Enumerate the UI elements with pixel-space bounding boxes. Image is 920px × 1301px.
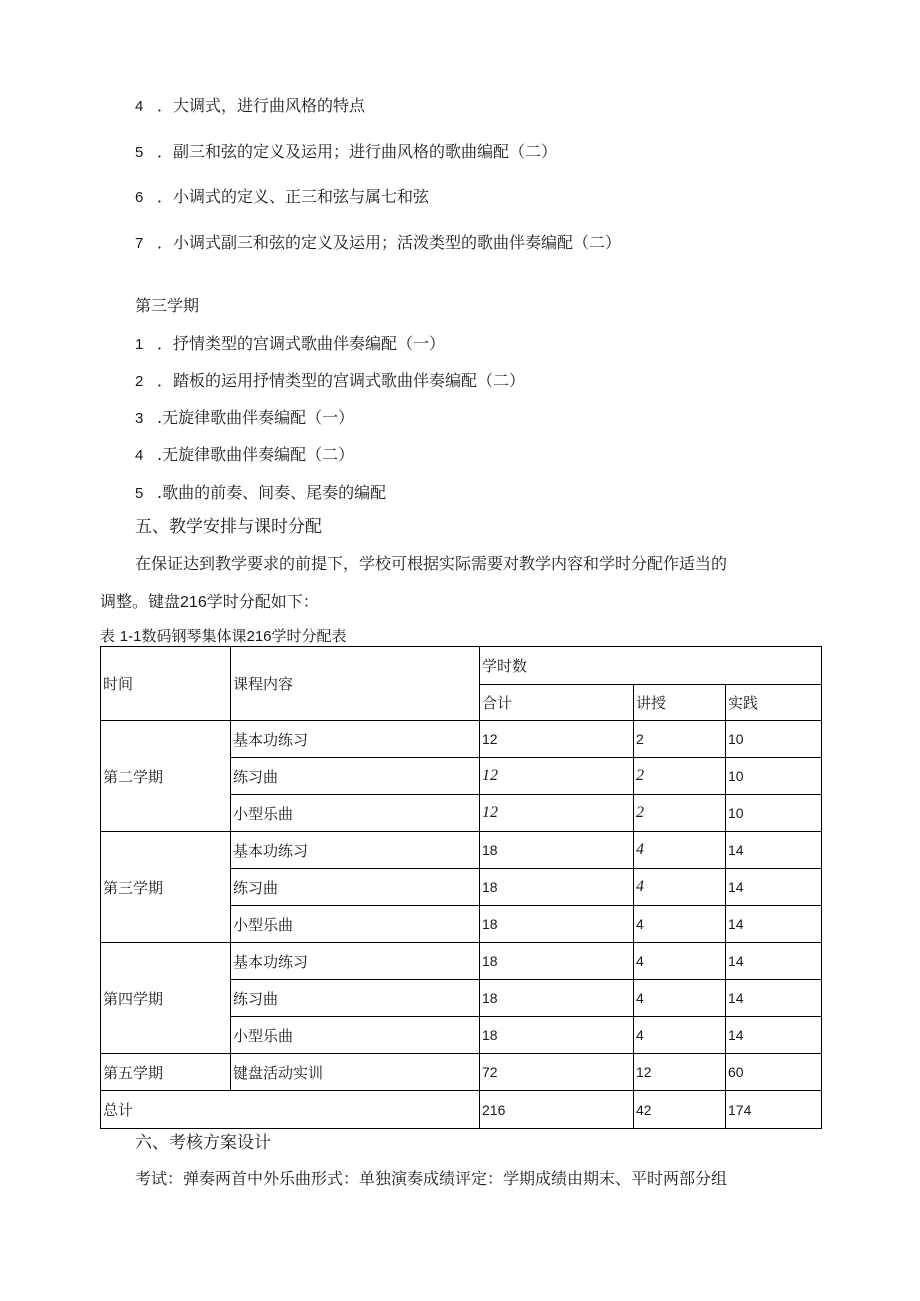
table-caption <box>100 625 347 646</box>
caption-text: 表 <box>100 627 116 645</box>
paragraph-line: 在保证达到教学要求的前提下，学校可根据实际需要对教学内容和学时分配作适当的 <box>135 554 728 573</box>
caption-number: 1-1 <box>119 628 142 645</box>
total-cell: 12 <box>480 721 634 758</box>
list-item-text: ．大调式，进行曲风格的特点 <box>157 96 366 115</box>
list-item <box>135 368 525 391</box>
lecture-cell: 42 <box>634 1091 726 1129</box>
table-row <box>101 1054 822 1091</box>
total-cell: 18 <box>480 980 634 1017</box>
semester-heading: 第三学期 <box>135 296 200 315</box>
list-item-number: 7 <box>135 235 144 252</box>
total-cell: 216 <box>480 1091 634 1129</box>
semester-cell: 第四学期 <box>101 943 231 1054</box>
lecture-cell: 2 <box>634 758 726 795</box>
caption-number: 216 <box>246 628 272 645</box>
list-item-number: 2 <box>135 373 144 390</box>
lecture-cell: 2 <box>634 721 726 758</box>
list-item <box>135 331 445 354</box>
header-total: 合计 <box>480 685 634 721</box>
lecture-cell: 4 <box>634 832 726 869</box>
header-hours: 学时数 <box>480 647 822 685</box>
content-cell: 键盘活动实训 <box>231 1054 480 1091</box>
caption-text: 学时分配表 <box>271 627 347 645</box>
practice-cell: 14 <box>726 832 822 869</box>
section-heading: 六、考核方案设计 <box>135 1133 271 1153</box>
list-item <box>135 93 365 116</box>
lecture-cell: 4 <box>634 1017 726 1054</box>
list-item-number: 5 <box>135 485 144 502</box>
list-item-number: 1 <box>135 336 144 353</box>
content-cell: 小型乐曲 <box>231 906 480 943</box>
list-item-number: 5 <box>135 144 144 161</box>
content-cell: 基本功练习 <box>231 832 480 869</box>
practice-cell: 14 <box>726 1017 822 1054</box>
list-item-text: ．小调式的定义、正三和弦与属七和弦 <box>157 187 430 206</box>
list-item-number: 4 <box>135 98 144 115</box>
list-item <box>135 230 621 253</box>
lecture-cell: 4 <box>634 980 726 1017</box>
practice-cell: 14 <box>726 980 822 1017</box>
header-practice: 实践 <box>726 685 822 721</box>
table-row <box>101 721 822 758</box>
practice-cell: 14 <box>726 869 822 906</box>
semester-cell: 第五学期 <box>101 1054 231 1091</box>
total-cell: 18 <box>480 832 634 869</box>
content-cell: 基本功练习 <box>231 721 480 758</box>
list-item-number: 4 <box>135 447 144 464</box>
lecture-cell: 4 <box>634 906 726 943</box>
paragraph-text: 学时分配如下： <box>206 592 319 611</box>
list-item-text: .无旋律歌曲伴奏编配（二） <box>157 445 355 464</box>
lecture-cell: 2 <box>634 795 726 832</box>
lecture-cell: 4 <box>634 869 726 906</box>
practice-cell: 10 <box>726 758 822 795</box>
paragraph-text: 调整。键盘 <box>100 592 181 611</box>
header-lecture: 讲授 <box>634 685 726 721</box>
header-time: 时间 <box>101 647 231 721</box>
list-item-number: 3 <box>135 410 144 427</box>
total-cell: 12 <box>480 795 634 832</box>
paragraph-number: 216 <box>180 594 207 611</box>
caption-text: 数码钢琴集体课 <box>141 627 247 645</box>
sum-label-cell: 总计 <box>101 1091 480 1129</box>
list-item-text: ．踏板的运用抒情类型的宫调式歌曲伴奏编配（二） <box>157 371 526 390</box>
total-cell: 72 <box>480 1054 634 1091</box>
total-cell: 18 <box>480 1017 634 1054</box>
practice-cell: 14 <box>726 943 822 980</box>
content-cell: 练习曲 <box>231 758 480 795</box>
hours-allocation-table <box>100 646 822 1129</box>
table-header-row <box>101 647 822 685</box>
content-cell: 小型乐曲 <box>231 795 480 832</box>
list-item-text: .无旋律歌曲伴奏编配（一） <box>157 408 355 427</box>
content-cell: 小型乐曲 <box>231 1017 480 1054</box>
list-item <box>135 184 429 207</box>
lecture-cell: 4 <box>634 943 726 980</box>
list-item-text: ．抒情类型的宫调式歌曲伴奏编配（一） <box>157 334 446 353</box>
total-cell: 18 <box>480 943 634 980</box>
list-item <box>135 480 386 503</box>
lecture-cell: 12 <box>634 1054 726 1091</box>
practice-cell: 10 <box>726 795 822 832</box>
list-item <box>135 139 557 162</box>
practice-cell: 14 <box>726 906 822 943</box>
semester-cell: 第三学期 <box>101 832 231 943</box>
table-total-row <box>101 1091 822 1129</box>
semester-cell: 第二学期 <box>101 721 231 832</box>
content-cell: 练习曲 <box>231 869 480 906</box>
table-row <box>101 832 822 869</box>
section-heading: 五、教学安排与课时分配 <box>135 517 322 537</box>
total-cell: 18 <box>480 869 634 906</box>
practice-cell: 10 <box>726 721 822 758</box>
list-item-text: .歌曲的前奏、间奏、尾奏的编配 <box>157 483 387 502</box>
list-item <box>135 442 354 465</box>
practice-cell: 60 <box>726 1054 822 1091</box>
practice-cell: 174 <box>726 1091 822 1129</box>
content-cell: 基本功练习 <box>231 943 480 980</box>
list-item <box>135 405 354 428</box>
list-item-text: ．小调式副三和弦的定义及运用；活泼类型的歌曲伴奏编配（二） <box>157 233 622 252</box>
paragraph-line <box>100 589 319 612</box>
header-content: 课程内容 <box>231 647 480 721</box>
total-cell: 12 <box>480 758 634 795</box>
table-row <box>101 943 822 980</box>
paragraph-line: 考试：弹奏两首中外乐曲形式：单独演奏成绩评定：学期成绩由期末、平时两部分组 <box>135 1169 728 1188</box>
list-item-number: 6 <box>135 189 144 206</box>
list-item-text: ．副三和弦的定义及运用；进行曲风格的歌曲编配（二） <box>157 142 558 161</box>
content-cell: 练习曲 <box>231 980 480 1017</box>
total-cell: 18 <box>480 906 634 943</box>
